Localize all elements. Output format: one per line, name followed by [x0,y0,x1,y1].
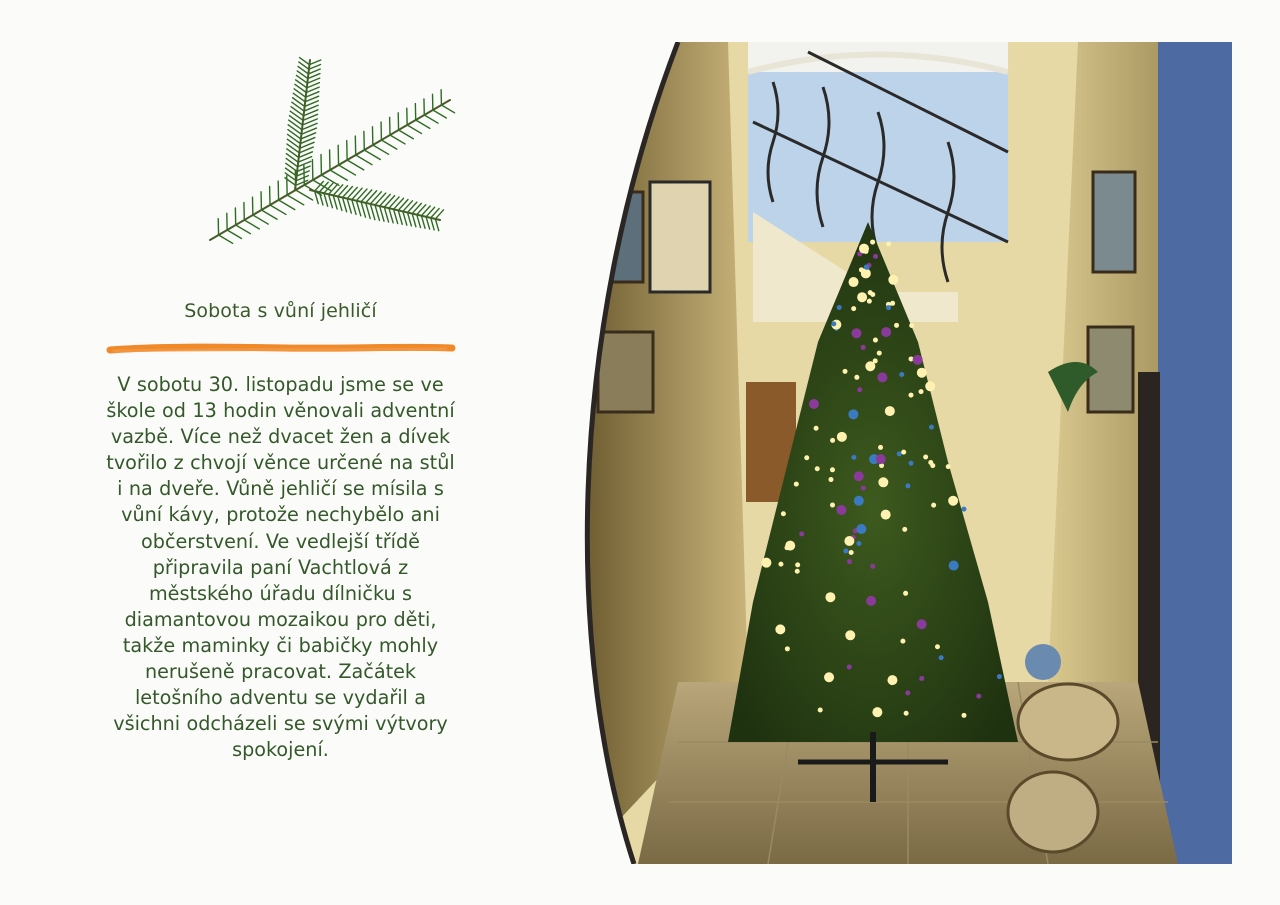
christmas-tree-photo [578,42,1232,864]
title-underline [106,338,456,360]
fir-branch-illustration [200,50,460,250]
article-title: Sobota s vůní jehličí [184,300,377,322]
article-body: V sobotu 30. listopadu jsme se ve škole od 13 hodin věnovali adventní vazbě. Více než dvacet žen a dívek tvořilo z chvojí věnce určené na stůl i na dveře. Vůně jehličí se mísila s vůní kávy, protože nechybělo ani občerstvení. Ve vedlejší třídě připravila paní Vachtlová z městského úřadu dílničku s diamantovou mozaikou pro děti, takže maminky či babičky mohly nerušeně pracovat. Začátek letošního adventu se vydařil a všichni odcházeli se svými výtvory spokojení. [106,373,455,762]
